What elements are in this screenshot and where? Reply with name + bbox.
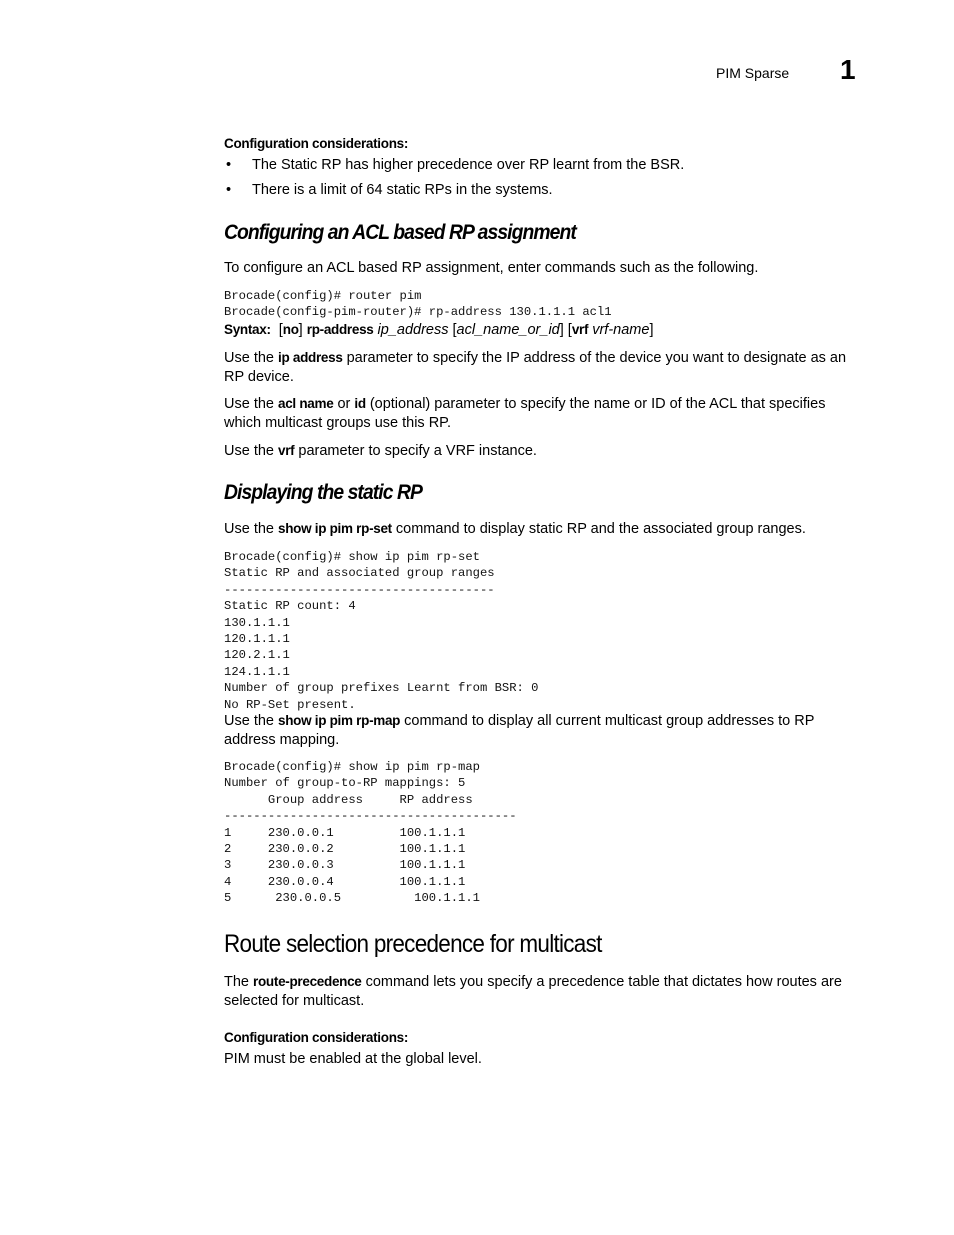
keyword-route-precedence: route-precedence <box>253 974 362 989</box>
code-line: Brocade(config)# router pim <box>224 289 422 303</box>
code-line: Brocade(config)# show ip pim rp-set <box>224 550 480 564</box>
syntax-vrf: vrf <box>571 322 589 337</box>
section-heading-static-rp: Displaying the static RP <box>224 481 423 504</box>
syntax-line <box>224 320 864 340</box>
text: Use the <box>224 443 274 459</box>
header-chapter-number: 1 <box>840 54 856 85</box>
keyword-ip-address: ip address <box>278 350 343 365</box>
text: or <box>337 396 351 412</box>
acl-intro-paragraph: To configure an ACL based RP assignment, enter commands such as the following. <box>224 260 759 276</box>
code-line: 120.1.1.1 <box>224 632 290 647</box>
code-line: 3 230.0.0.3 100.1.1.1 <box>224 858 466 873</box>
paragraph-rp-map <box>224 711 864 750</box>
keyword-vrf: vrf <box>278 443 295 458</box>
header-section-title: PIM Sparse <box>716 65 790 81</box>
paragraph-pim-enabled: PIM must be enabled at the global level. <box>224 1051 482 1067</box>
code-line: Number of group-to-RP mappings: 5 <box>224 776 466 791</box>
keyword-id: id <box>354 396 366 411</box>
config-considerations-label: Configuration considerations: <box>224 1030 409 1045</box>
syntax-bracket: [ <box>278 322 283 338</box>
paragraph-vrf <box>224 441 864 461</box>
bullet-dot: • <box>226 157 232 173</box>
text: Use the <box>224 713 274 729</box>
code-line: 5 230.0.0.5 100.1.1.1 <box>224 891 480 906</box>
keyword-show-rp-set: show ip pim rp-set <box>278 521 392 536</box>
code-line: No RP-Set present. <box>224 697 356 712</box>
code-line: Static RP and associated group ranges <box>224 566 495 581</box>
syntax-vrf-name: vrf-name <box>592 322 650 338</box>
syntax-bracket: [ <box>452 322 457 338</box>
code-line: 4 230.0.0.4 100.1.1.1 <box>224 874 466 889</box>
text: command to display all current multicast group addresses to RP address mapping. <box>224 713 815 748</box>
keyword-show-rp-map: show ip pim rp-map <box>278 713 401 728</box>
text: parameter to specify the IP address of the device you want to designate as an RP device. <box>224 350 847 385</box>
text: (optional) parameter to specify the name or ID of the ACL that specifies which multicast groups use this RP. <box>224 396 826 431</box>
config-considerations-label: Configuration considerations: <box>224 136 409 151</box>
code-line: 1 230.0.0.1 100.1.1.1 <box>224 825 466 840</box>
section-heading-acl: Configuring an ACL based RP assignment <box>224 221 576 244</box>
code-line: ---------------------------------------- <box>224 809 517 824</box>
text: parameter to specify a VRF instance. <box>298 443 537 459</box>
paragraph-acl-name <box>224 394 864 433</box>
bullet-text: There is a limit of 64 static RPs in the systems. <box>252 182 553 198</box>
paragraph-ip-address <box>224 348 864 387</box>
syntax-bracket: ] <box>298 322 303 338</box>
syntax-rp-address: rp-address <box>306 322 374 337</box>
paragraph-route-precedence <box>224 972 864 1011</box>
bullet-dot: • <box>226 182 232 198</box>
code-line: Static RP count: 4 <box>224 599 356 614</box>
text: command to display static RP and the associated group ranges. <box>395 521 806 537</box>
code-line: 124.1.1.1 <box>224 664 290 679</box>
syntax-label: Syntax: <box>224 322 271 337</box>
syntax-no: no <box>282 322 299 337</box>
code-line: ------------------------------------- <box>224 582 495 597</box>
keyword-acl-name: acl name <box>278 396 334 411</box>
section-heading-route-precedence: Route selection precedence for multicast <box>224 930 602 958</box>
text: Use the <box>224 521 274 537</box>
code-line: 120.2.1.1 <box>224 648 290 663</box>
code-block-acl <box>224 288 612 321</box>
syntax-acl-name: acl_name_or_id <box>456 322 560 338</box>
code-block-rp-map <box>224 759 517 907</box>
syntax-bracket: ] [ <box>559 322 572 338</box>
text: The <box>224 974 249 990</box>
code-line: Brocade(config-pim-router)# rp-address 130.1.1.1 acl1 <box>224 305 612 320</box>
code-line: Group address RP address <box>224 792 473 807</box>
bullet-text: The Static RP has higher precedence over RP learnt from the BSR. <box>252 157 685 173</box>
code-line: Brocade(config)# show ip pim rp-map <box>224 760 480 774</box>
code-block-rp-set <box>224 549 539 713</box>
text: Use the <box>224 350 274 366</box>
paragraph-rp-set <box>224 519 864 539</box>
text: command lets you specify a precedence table that dictates how routes are selected for multicast. <box>224 974 842 1009</box>
code-line: 130.1.1.1 <box>224 615 290 630</box>
syntax-bracket: ] <box>649 322 654 338</box>
text: Use the <box>224 396 274 412</box>
syntax-ip-address: ip_address <box>377 322 449 338</box>
code-line: Number of group prefixes Learnt from BSR: 0 <box>224 681 539 696</box>
code-line: 2 230.0.0.2 100.1.1.1 <box>224 842 466 857</box>
